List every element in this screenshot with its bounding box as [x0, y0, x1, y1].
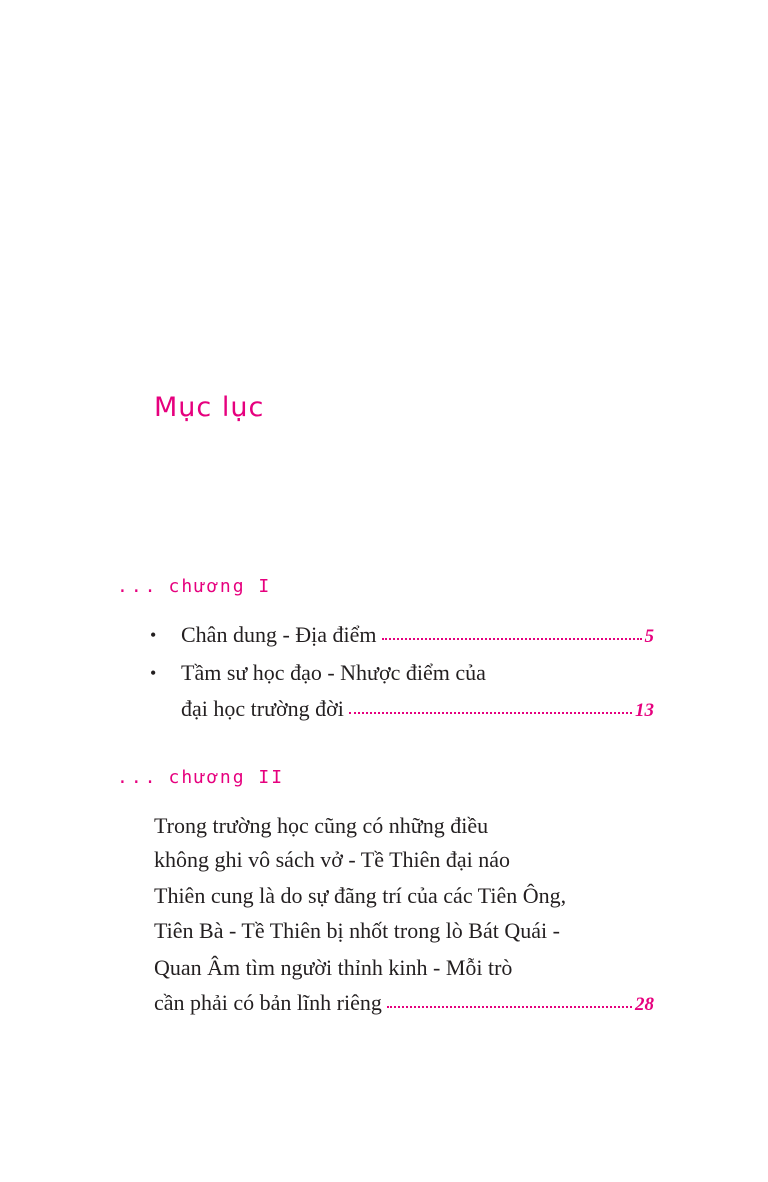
dot-leader [382, 637, 642, 640]
toc-entry-chan-dung[interactable] [150, 618, 654, 652]
toc-entry-tam-su-line-2[interactable] [154, 692, 654, 726]
page-title: Mục lục [154, 392, 265, 423]
dot-leader [349, 711, 632, 714]
chapter-marker: ... [117, 767, 159, 788]
toc-entry-line: Tiên Bà - Tề Thiên bị nhốt trong lò Bát Quái - [154, 918, 560, 943]
toc-entry-title-cont: đại học trường đời [181, 696, 344, 721]
toc-entry-line: Thiên cung là do sự đãng trí của các Tiên Ông, [154, 883, 567, 908]
toc-entry-line: Quan Âm tìm người thỉnh kinh - Mỗi trò [154, 955, 513, 980]
chapter-heading-1 [117, 576, 271, 597]
toc-page-number: 5 [644, 626, 654, 647]
chapter-marker: ... [117, 576, 159, 597]
toc-entry-title: Tầm sư học đạo - Nhược điểm của [181, 660, 486, 685]
dot-leader [387, 1005, 632, 1008]
chapter-label: chương II [168, 767, 285, 788]
toc-entry-tam-su-line-1[interactable] [150, 656, 654, 690]
toc-page-number: 28 [635, 994, 654, 1015]
bullet-icon: • [150, 625, 157, 645]
chapter-heading-2 [117, 767, 284, 788]
bullet-icon: • [150, 663, 157, 683]
toc-entry-line: không ghi vô sách vở - Tề Thiên đại náo [154, 847, 511, 872]
toc-entry-title-cont: cần phải có bản lĩnh riêng [154, 990, 382, 1015]
chapter-label: chương I [168, 576, 272, 597]
toc-entry-line: Trong trường học cũng có những điều [154, 813, 489, 838]
toc-entry-title: Chân dung - Địa điểm [181, 622, 377, 647]
toc-entry-truong-hoc[interactable] [154, 986, 654, 1020]
toc-page-number: 13 [635, 700, 654, 721]
